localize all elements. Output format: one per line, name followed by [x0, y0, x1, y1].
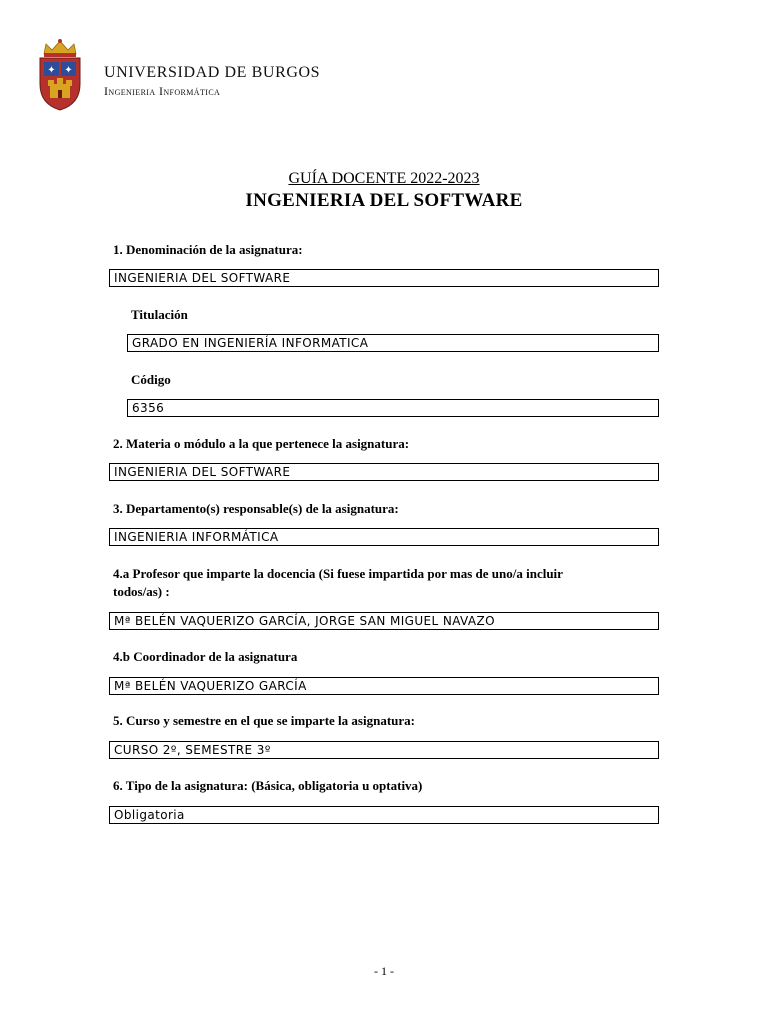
titulacion-value: GRADO EN INGENIERÍA INFORMATICA — [127, 334, 659, 352]
section-3-label: 3. Departamento(s) responsable(s) de la asignatura: — [113, 501, 399, 516]
section-4a-label-line1: 4.a Profesor que imparte la docencia (Si fuese impartida por mas de uno/a incluir — [113, 566, 563, 581]
svg-text:✦: ✦ — [47, 65, 56, 76]
section-6-value: Obligatoria — [109, 806, 659, 824]
section-2-value: INGENIERIA DEL SOFTWARE — [109, 463, 659, 481]
section-1-value: INGENIERIA DEL SOFTWARE — [109, 269, 659, 287]
document-title: GUÍA DOCENTE 2022-2023 — [288, 170, 480, 187]
section-4b-label: 4.b Coordinador de la asignatura — [113, 649, 298, 664]
section-4a-label-line2: todos/as) : — [113, 584, 170, 599]
section-2-label: 2. Materia o módulo a la que pertenece la asignatura: — [113, 436, 410, 451]
department-name: Ingenieria Informática — [104, 84, 221, 98]
section-5-value: CURSO 2º, SEMESTRE 3º — [109, 741, 659, 759]
section-6-label: 6. Tipo de la asignatura: (Básica, obligatoria u optativa) — [113, 778, 423, 793]
subject-title: INGENIERIA DEL SOFTWARE — [245, 190, 523, 211]
titulacion-label: Titulación — [131, 307, 188, 322]
codigo-value: 6356 — [127, 399, 659, 417]
section-5-label: 5. Curso y semestre en el que se imparte la asignatura: — [113, 713, 415, 728]
section-3-value: INGENIERIA INFORMÁTICA — [109, 528, 659, 546]
section-1-label: 1. Denominación de la asignatura: — [113, 242, 303, 257]
university-name: UNIVERSIDAD DE BURGOS — [104, 64, 321, 81]
section-4a-value: Mª BELÉN VAQUERIZO GARCÍA, JORGE SAN MIGUEL NAVAZO — [109, 612, 659, 630]
svg-text:✦: ✦ — [64, 65, 73, 76]
page-number: - 1 - — [374, 964, 394, 978]
university-crest-logo — [36, 38, 84, 112]
section-4b-value: Mª BELÉN VAQUERIZO GARCÍA — [109, 677, 659, 695]
codigo-label: Código — [131, 372, 171, 387]
